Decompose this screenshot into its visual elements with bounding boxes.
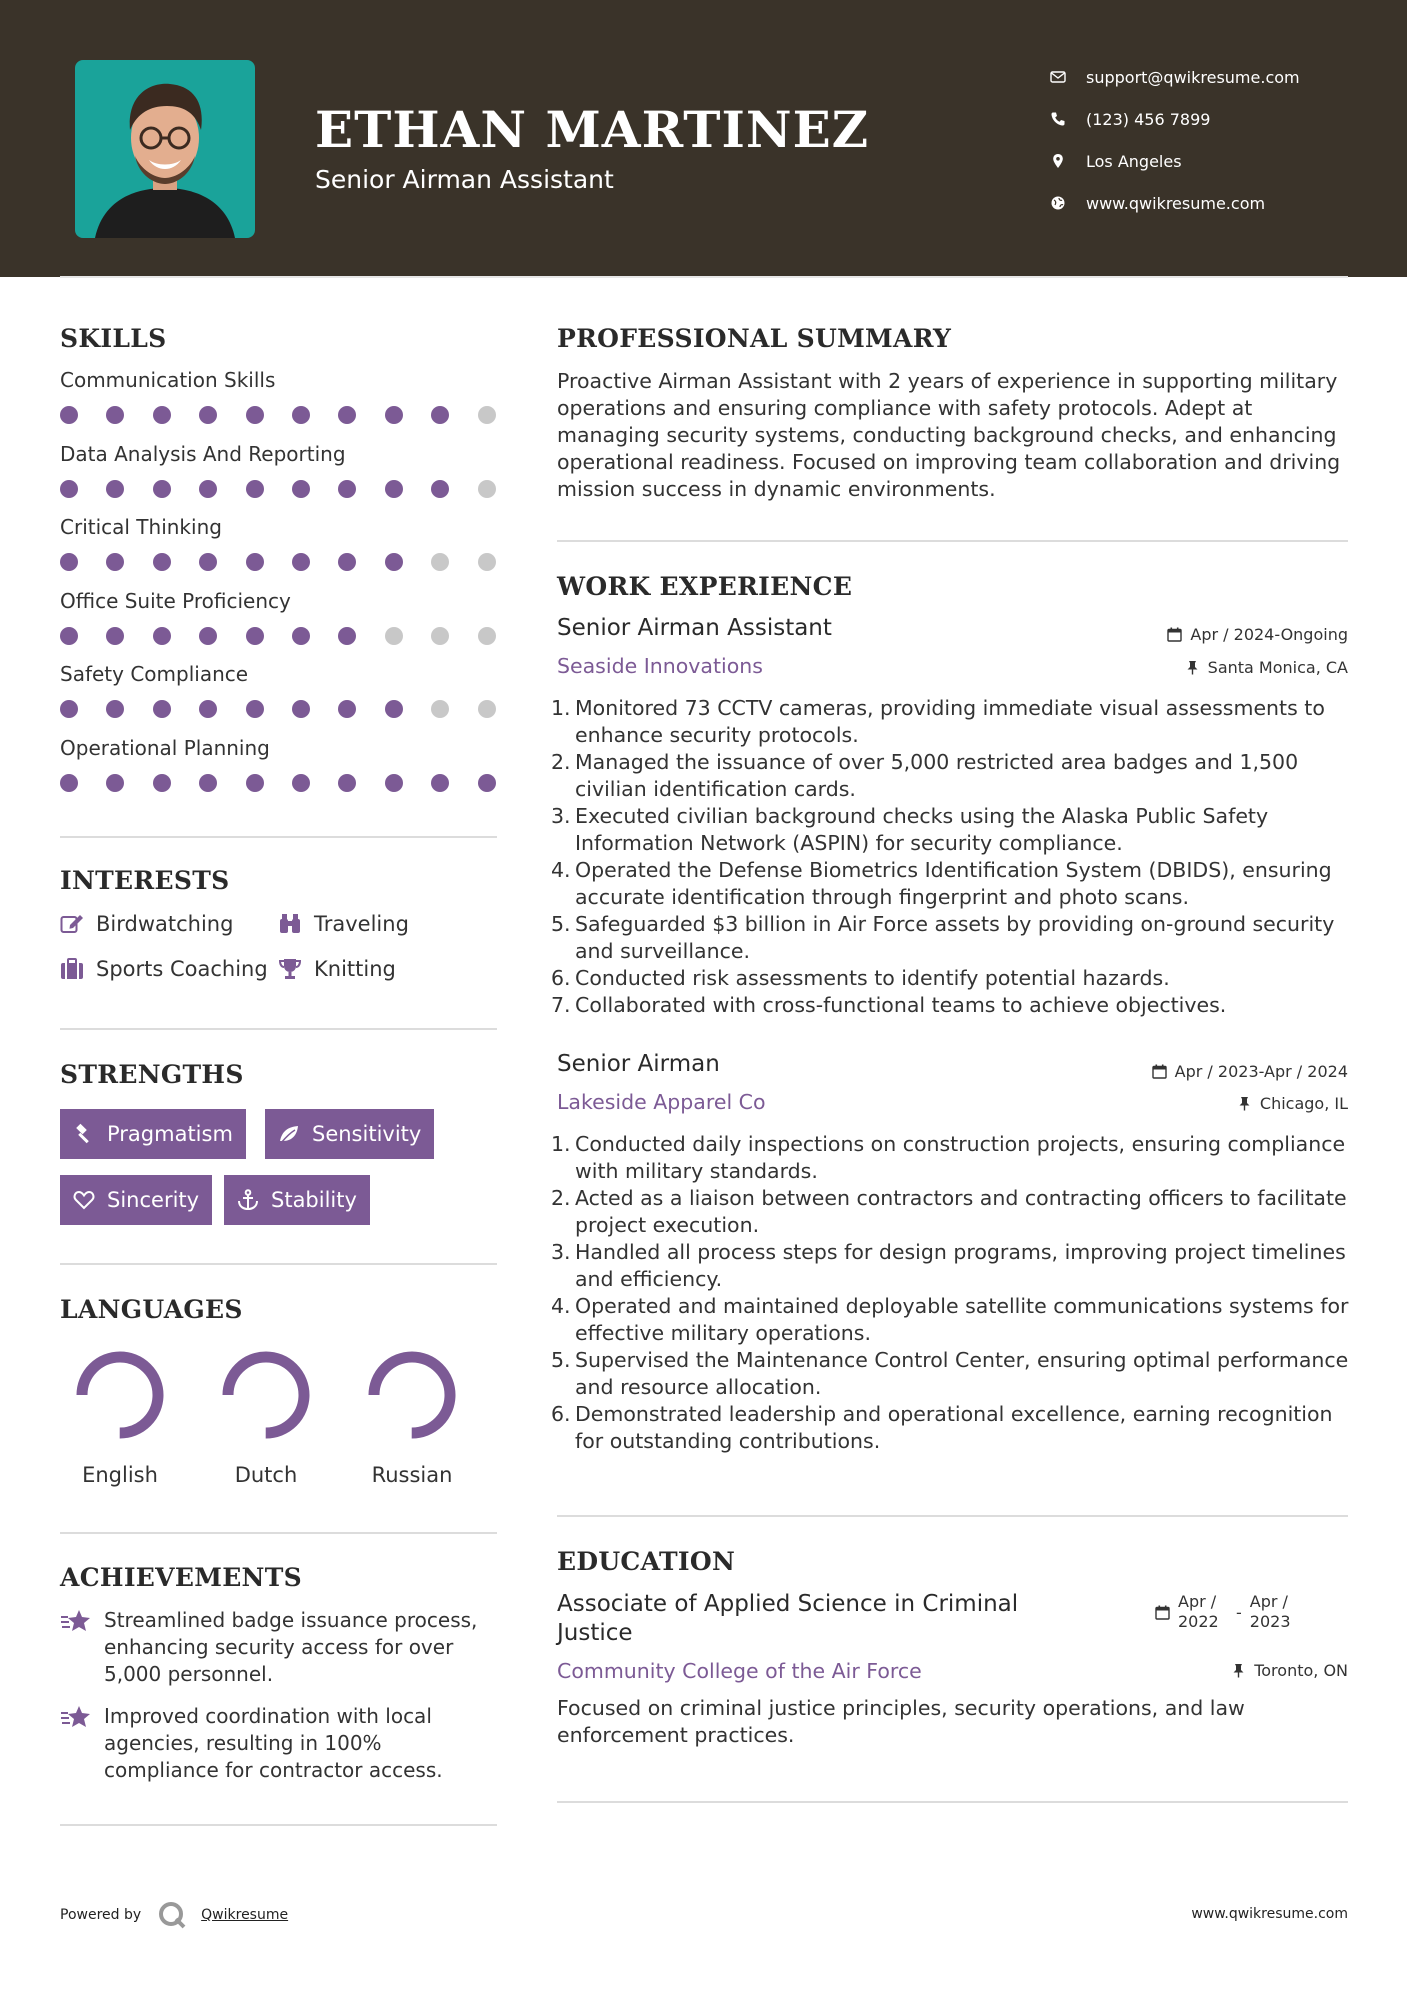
job-title: Senior Airman: [557, 1051, 720, 1077]
strengths-divider: [60, 1263, 497, 1265]
job-dates: [1167, 625, 1348, 644]
strength-label: Pragmatism: [107, 1122, 233, 1146]
responsibility-item: 6. Conducted risk assessments to identify potential hazards.: [551, 966, 1170, 990]
skill-rating: [60, 774, 500, 794]
interest-label: Birdwatching: [96, 912, 234, 936]
experience-divider: [557, 1515, 1348, 1517]
skill-label: Data Analysis And Reporting: [60, 441, 346, 466]
rating-dot-filled: [60, 774, 78, 792]
powered-by-text: Powered by: [60, 1907, 142, 1923]
responsibility-text: Executed civilian background checks using the Alaska Public Safety Information Network (ASPIN) for security compliance.: [575, 804, 1269, 855]
summary-divider: [557, 540, 1348, 542]
responsibility-text: Conducted risk assessments to identify potential hazards.: [575, 966, 1170, 990]
leaf-icon: [278, 1123, 300, 1145]
skills-divider: [60, 836, 497, 838]
skill-label: Safety Compliance: [60, 662, 249, 686]
language-name: Dutch: [234, 1463, 298, 1487]
education-location: [1231, 1661, 1348, 1680]
languages-divider: [60, 1532, 497, 1534]
job-dates-text: Apr / 2024-Ongoing: [1190, 625, 1348, 644]
responsibility-text: Operated the Defense Biometrics Identification System (DBIDS), ensuring accurate identification through fingerprint and photo scans.: [575, 858, 1332, 909]
pushpin-icon: [1237, 1096, 1252, 1111]
star-award-icon: [60, 1703, 92, 1733]
responsibility-item: 5. Supervised the Maintenance Control Center, ensuring optimal performance and resource allocation.: [551, 1347, 1356, 1401]
skill-label: Operational Planning: [60, 735, 270, 760]
job-responsibilities: [551, 1131, 1356, 1455]
responsibility-item: 6. Demonstrated leadership and operational excellence, earning recognition for outstanding contributions.: [551, 1401, 1356, 1455]
interests-divider: [60, 1028, 497, 1030]
responsibility-item: 1. Conducted daily inspections on construction projects, ensuring compliance with military standards.: [551, 1131, 1356, 1185]
edit-icon: [60, 913, 84, 935]
rating-dot-filled: [431, 406, 449, 424]
rating-dot-empty: [478, 406, 496, 424]
skill-label: Critical Thinking: [60, 515, 222, 539]
job-location: [1185, 658, 1348, 677]
calendar-icon: [1167, 627, 1182, 642]
education-location-text: Toronto, ON: [1254, 1661, 1348, 1680]
contact-phone[interactable]: [1050, 98, 1300, 140]
rating-dot-filled: [153, 553, 171, 571]
rating-dot-empty: [478, 627, 496, 645]
rating-dot-filled: [60, 553, 78, 571]
globe-icon: [1050, 195, 1066, 211]
skill-rating: [60, 553, 500, 573]
interest-label: Sports Coaching: [96, 957, 268, 981]
responsibility-item: 2. Acted as a liaison between contractors and contracting officers to facilitate project execution.: [551, 1185, 1356, 1239]
summary-text: Proactive Airman Assistant with 2 years of experience in supporting military operations and ensuring compliance with safety protocols. Adept at managing security systems, conducting background checks, and enhancing operational readiness. Focused on improving team collaboration and driving mission success in dynamic environments.: [557, 369, 1341, 501]
rating-dot-filled: [199, 700, 217, 718]
rating-dot-filled: [60, 627, 78, 645]
phone-icon: [1050, 111, 1066, 127]
summary-heading: PROFESSIONAL SUMMARY: [557, 324, 952, 353]
rating-dot-empty: [431, 553, 449, 571]
job-location: [1237, 1094, 1348, 1113]
job-responsibilities: [551, 695, 1356, 1019]
rating-dot-filled: [478, 774, 496, 792]
strength-label: Stability: [271, 1188, 357, 1212]
education-start: Apr / 2022: [1178, 1592, 1219, 1631]
strength-badge: [60, 1109, 246, 1159]
rating-dot-filled: [292, 406, 310, 424]
rating-dot-empty: [431, 700, 449, 718]
rating-dot-filled: [60, 406, 78, 424]
interest-label: Knitting: [314, 957, 396, 981]
profile-photo: [75, 60, 255, 238]
responsibility-item: 2. Managed the issuance of over 5,000 restricted area badges and 1,500 civilian identification cards.: [551, 749, 1356, 803]
map-pin-icon: [1050, 153, 1066, 169]
envelope-icon: [1050, 69, 1066, 85]
rating-dot-filled: [153, 627, 171, 645]
rating-dot-filled: [431, 774, 449, 792]
interest-item: [278, 912, 409, 936]
rating-dot-filled: [199, 774, 217, 792]
achievement-item: [60, 1607, 500, 1688]
rating-dot-filled: [199, 627, 217, 645]
rating-dot-filled: [106, 553, 124, 571]
rating-dot-filled: [292, 627, 310, 645]
rating-dot-filled: [385, 700, 403, 718]
rating-dot-filled: [292, 480, 310, 498]
rating-dot-filled: [385, 406, 403, 424]
rating-dot-filled: [292, 774, 310, 792]
responsibility-text: Managed the issuance of over 5,000 restricted area badges and 1,500 civilian identification cards.: [575, 750, 1299, 801]
degree-title: Associate of Applied Science in Criminal Justice: [557, 1591, 1019, 1646]
rating-dot-filled: [338, 627, 356, 645]
interest-item: [278, 957, 396, 981]
rating-dot-filled: [106, 774, 124, 792]
skills-heading: SKILLS: [60, 324, 167, 353]
footer-powered-by: [60, 1900, 288, 1930]
rating-dot-filled: [246, 627, 264, 645]
responsibility-item: 1. Monitored 73 CCTV cameras, providing immediate visual assessments to enhance security protocols.: [551, 695, 1356, 749]
contact-phone-text: (123) 456 7899: [1086, 109, 1211, 129]
achievement-text: Improved coordination with local agencies, resulting in 100% compliance for contractor access.: [104, 1704, 443, 1782]
rating-dot-empty: [478, 700, 496, 718]
education-divider: [557, 1801, 1348, 1803]
strength-badge: [265, 1109, 434, 1159]
rating-dot-empty: [385, 627, 403, 645]
candidate-name: ETHAN MARTINEZ: [315, 100, 870, 159]
language-item: [347, 1345, 477, 1487]
rating-dot-filled: [106, 700, 124, 718]
achievement-text: Streamlined badge issuance process, enhancing security access for over 5,000 personnel.: [104, 1608, 478, 1686]
language-level-gauge: [70, 1345, 170, 1445]
language-level-arc: [82, 1357, 158, 1433]
interests-heading: INTERESTS: [60, 866, 230, 895]
contact-website-text: www.qwikresume.com: [1086, 193, 1266, 213]
rating-dot-filled: [246, 553, 264, 571]
rating-dot-filled: [292, 553, 310, 571]
brand-link[interactable]: Qwikresume: [201, 1907, 289, 1923]
contact-email[interactable]: [1050, 56, 1300, 98]
skill-rating: [60, 700, 500, 720]
contact-email-text: support@qwikresume.com: [1086, 67, 1300, 87]
contact-location-text: Los Angeles: [1086, 151, 1182, 171]
rating-dot-filled: [106, 480, 124, 498]
strength-label: Sensitivity: [312, 1122, 422, 1146]
language-name: English: [82, 1463, 158, 1487]
responsibility-text: Handled all process steps for design programs, improving project timelines and efficiency.: [575, 1240, 1346, 1291]
job-dates: [1152, 1062, 1348, 1081]
school-name: Community College of the Air Force: [557, 1659, 922, 1683]
rating-dot-empty: [478, 480, 496, 498]
candidate-title: Senior Airman Assistant: [315, 165, 614, 194]
skill-rating: [60, 480, 500, 500]
language-level-arc: [228, 1357, 304, 1433]
anchor-icon: [237, 1189, 259, 1211]
contact-website[interactable]: [1050, 182, 1300, 224]
strength-badge: [224, 1175, 370, 1225]
job-title: Senior Airman Assistant: [557, 615, 832, 641]
rating-dot-filled: [60, 480, 78, 498]
language-level-gauge: [362, 1345, 462, 1445]
achievement-item: [60, 1703, 500, 1784]
education-heading: EDUCATION: [557, 1547, 736, 1576]
rating-dot-filled: [153, 774, 171, 792]
job-location-text: Chicago, IL: [1259, 1094, 1348, 1113]
person-avatar-icon: [75, 60, 255, 238]
rating-dot-filled: [292, 700, 310, 718]
trophy-icon: [278, 958, 302, 980]
skill-rating: [60, 406, 500, 426]
heart-icon: [73, 1189, 95, 1211]
responsibility-item: 3. Executed civilian background checks using the Alaska Public Safety Information Network (ASPIN) for security compliance.: [551, 803, 1356, 857]
education-dates: Apr / 2022 - Apr / 2023: [1155, 1592, 1300, 1632]
job-company: Lakeside Apparel Co: [557, 1090, 766, 1114]
education-end: Apr / 2023: [1249, 1592, 1291, 1631]
language-item: [201, 1345, 331, 1487]
qwikresume-logo-icon: [157, 1900, 187, 1930]
skill-label: Office Suite Proficiency: [60, 588, 291, 613]
responsibility-text: Supervised the Maintenance Control Center, ensuring optimal performance and resource allocation.: [575, 1348, 1349, 1399]
contact-location: [1050, 140, 1300, 182]
responsibility-text: Collaborated with cross-functional teams to achieve objectives.: [575, 993, 1227, 1017]
rating-dot-filled: [153, 480, 171, 498]
responsibility-text: Acted as a liaison between contractors and contracting officers to facilitate project execution.: [575, 1186, 1347, 1237]
pushpin-icon: [1231, 1663, 1246, 1678]
rating-dot-filled: [106, 406, 124, 424]
responsibility-text: Conducted daily inspections on construction projects, ensuring compliance with military standards.: [575, 1132, 1346, 1183]
experience-heading: WORK EXPERIENCE: [557, 572, 853, 601]
responsibility-item: 4. Operated and maintained deployable satellite communications systems for effective military operations.: [551, 1293, 1356, 1347]
strength-badge: [60, 1175, 212, 1225]
education-description: Focused on criminal justice principles, security operations, and law enforcement practices.: [557, 1696, 1245, 1747]
interest-label: Traveling: [314, 912, 409, 936]
rating-dot-filled: [246, 406, 264, 424]
achievements-divider: [60, 1824, 497, 1826]
rating-dot-filled: [385, 553, 403, 571]
rating-dot-filled: [246, 480, 264, 498]
interest-item: [60, 912, 233, 936]
skill-label: Communication Skills: [60, 368, 276, 392]
rating-dot-filled: [431, 480, 449, 498]
rating-dot-filled: [246, 774, 264, 792]
language-item: [55, 1345, 185, 1487]
binoculars-icon: [278, 913, 302, 935]
rating-dot-filled: [60, 700, 78, 718]
rating-dot-filled: [199, 480, 217, 498]
rating-dot-filled: [246, 700, 264, 718]
footer-website[interactable]: www.qwikresume.com: [1191, 1906, 1348, 1922]
strengths-heading: STRENGTHS: [60, 1060, 244, 1089]
rating-dot-filled: [338, 700, 356, 718]
calendar-icon: [1155, 1605, 1170, 1620]
calendar-icon: [1152, 1064, 1167, 1079]
rating-dot-filled: [338, 774, 356, 792]
rating-dot-empty: [431, 627, 449, 645]
rating-dot-filled: [199, 553, 217, 571]
resume-header: [0, 0, 1407, 277]
rating-dot-filled: [338, 553, 356, 571]
languages-heading: LANGUAGES: [60, 1295, 243, 1324]
rating-dot-filled: [385, 774, 403, 792]
responsibility-item: 5. Safeguarded $3 billion in Air Force assets by providing on-ground security and surveillance.: [551, 911, 1356, 965]
rating-dot-filled: [199, 406, 217, 424]
language-level-arc: [374, 1357, 450, 1433]
strength-label: Sincerity: [107, 1188, 200, 1212]
pushpin-icon: [1185, 660, 1200, 675]
responsibility-text: Demonstrated leadership and operational excellence, earning recognition for outstanding contributions.: [575, 1402, 1333, 1453]
rating-dot-filled: [338, 406, 356, 424]
briefcase-icon: [60, 958, 84, 980]
interest-item: [60, 957, 268, 981]
achievements-heading: ACHIEVEMENTS: [60, 1563, 302, 1592]
skill-rating: [60, 627, 500, 647]
star-award-icon: [60, 1607, 92, 1637]
rating-dot-empty: [478, 553, 496, 571]
rating-dot-filled: [385, 480, 403, 498]
language-name: Russian: [371, 1463, 453, 1487]
responsibility-text: Monitored 73 CCTV cameras, providing immediate visual assessments to enhance security protocols.: [575, 696, 1325, 747]
responsibility-item: 4. Operated the Defense Biometrics Identification System (DBIDS), ensuring accurate identification through fingerprint and photo scans.: [551, 857, 1356, 911]
job-location-text: Santa Monica, CA: [1207, 658, 1348, 677]
rating-dot-filled: [106, 627, 124, 645]
language-level-gauge: [216, 1345, 316, 1445]
job-dates-text: Apr / 2023-Apr / 2024: [1174, 1062, 1348, 1081]
responsibility-text: Safeguarded $3 billion in Air Force assets by providing on-ground security and surveillance.: [575, 912, 1335, 963]
contact-list: [1050, 56, 1300, 224]
responsibility-item: 7. Collaborated with cross-functional teams to achieve objectives.: [551, 993, 1227, 1017]
job-company: Seaside Innovations: [557, 654, 763, 678]
responsibility-text: Operated and maintained deployable satellite communications systems for effective military operations.: [575, 1294, 1349, 1345]
header-divider: [60, 276, 1348, 278]
gavel-icon: [73, 1123, 95, 1145]
rating-dot-filled: [153, 700, 171, 718]
responsibility-item: 3. Handled all process steps for design programs, improving project timelines and efficiency.: [551, 1239, 1356, 1293]
rating-dot-filled: [338, 480, 356, 498]
rating-dot-filled: [153, 406, 171, 424]
